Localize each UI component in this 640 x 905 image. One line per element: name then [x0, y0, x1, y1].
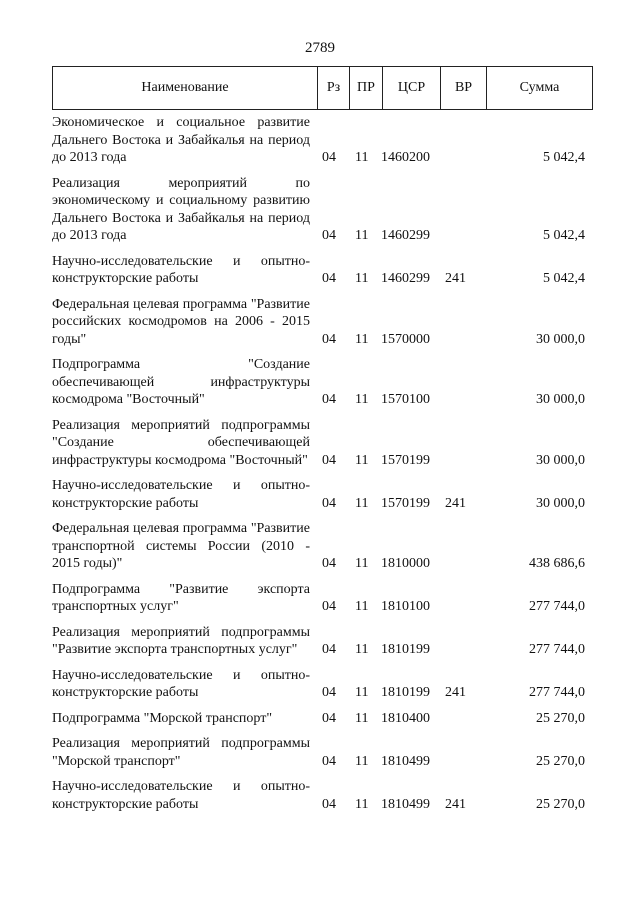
- row-rz: 04: [322, 228, 336, 243]
- row-rz: 04: [322, 753, 336, 769]
- row-csr: 1570100: [381, 392, 430, 407]
- row-pr: 11: [355, 556, 369, 571]
- row-pr: 11: [355, 642, 369, 657]
- row-name: Реализация мероприятий подпрограммы "Морской транспорт": [52, 736, 310, 769]
- row-csr: 1810199: [381, 642, 430, 657]
- row-sum: 5 042,4: [543, 228, 585, 243]
- table-row: [52, 356, 593, 409]
- table-row: [52, 710, 593, 728]
- table-row: [52, 477, 593, 512]
- row-name: Научно-исследовательские и опытно-конструкторские работы: [52, 478, 310, 511]
- row-pr: 11: [355, 495, 369, 511]
- row-rz: 04: [322, 796, 336, 812]
- row-name: Реализация мероприятий по экономическому и социальному развитию Дальнего Востока и Забайкалья на период до 2013 года: [52, 175, 310, 243]
- row-vr: 241: [445, 271, 466, 286]
- table-row: [52, 735, 593, 770]
- row-rz: 04: [322, 150, 336, 165]
- row-rz: 04: [322, 556, 336, 571]
- row-csr: 1810400: [381, 710, 430, 726]
- header-rz: Рз: [318, 67, 350, 109]
- row-pr: 11: [355, 392, 369, 407]
- row-csr: 1460299: [381, 271, 430, 286]
- table-row: [52, 296, 593, 349]
- row-name: Реализация мероприятий подпрограммы "Создание обеспечивающей инфраструктуры космодрома "Восточный": [52, 417, 310, 468]
- row-sum: 5 042,4: [543, 271, 585, 286]
- row-sum: 277 744,0: [529, 685, 585, 700]
- row-csr: 1810499: [381, 796, 430, 812]
- row-sum: 30 000,0: [536, 392, 585, 407]
- row-vr: 241: [445, 685, 466, 700]
- table-row: [52, 520, 593, 573]
- header-csr: ЦСР: [383, 67, 441, 109]
- row-name: Федеральная целевая программа "Развитие транспортной системы России (2010 - 2015 годы)": [52, 521, 310, 571]
- row-csr: 1460200: [381, 150, 430, 165]
- row-pr: 11: [355, 796, 369, 812]
- header-pr: ПР: [350, 67, 383, 109]
- row-rz: 04: [322, 599, 336, 614]
- row-sum: 25 270,0: [536, 796, 585, 812]
- table-row: [52, 417, 593, 470]
- row-name: Научно-исследовательские и опытно-конструкторские работы: [52, 667, 310, 700]
- row-pr: 11: [355, 685, 369, 700]
- table-header: [52, 66, 593, 110]
- row-pr: 11: [355, 331, 369, 347]
- row-csr: 1570199: [381, 452, 430, 468]
- table-row: [52, 253, 593, 288]
- row-pr: 11: [355, 452, 369, 468]
- page-number: 2789: [305, 40, 335, 56]
- row-vr: 241: [445, 796, 466, 812]
- header-name: Наименование: [53, 67, 318, 109]
- row-pr: 11: [355, 228, 369, 243]
- row-csr: 1810499: [381, 753, 430, 769]
- row-sum: 277 744,0: [529, 599, 585, 614]
- table-row: [52, 624, 593, 659]
- row-vr: 241: [445, 495, 466, 511]
- row-rz: 04: [322, 392, 336, 407]
- row-rz: 04: [322, 685, 336, 700]
- row-pr: 11: [355, 150, 369, 165]
- row-name: Подпрограмма "Развитие экспорта транспортных услуг": [52, 581, 310, 614]
- header-sum: Сумма: [519, 80, 560, 95]
- row-rz: 04: [322, 452, 336, 468]
- row-sum: 30 000,0: [536, 452, 585, 468]
- row-csr: 1810000: [381, 556, 430, 571]
- row-pr: 11: [355, 710, 369, 726]
- row-sum: 277 744,0: [529, 642, 585, 657]
- row-csr: 1460299: [381, 228, 430, 243]
- table-row: [52, 778, 593, 813]
- header-vr: ВР: [441, 67, 487, 109]
- row-sum: 438 686,6: [529, 556, 585, 571]
- row-name: Экономическое и социальное развитие Дальнего Востока и Забайкалья на период до 2013 года: [52, 115, 310, 165]
- row-pr: 11: [355, 271, 369, 286]
- row-sum: 30 000,0: [536, 495, 585, 511]
- row-name: Научно-исследовательские и опытно-конструкторские работы: [52, 253, 310, 286]
- row-rz: 04: [322, 710, 336, 726]
- row-sum: 25 270,0: [536, 710, 585, 726]
- row-sum: 5 042,4: [543, 150, 585, 165]
- row-name: Подпрограмма "Создание обеспечивающей инфраструктуры космодрома "Восточный": [52, 357, 310, 407]
- row-csr: 1810199: [381, 685, 430, 700]
- table-row: [52, 581, 593, 616]
- row-pr: 11: [355, 753, 369, 769]
- row-name: Научно-исследовательские и опытно-конструкторские работы: [52, 779, 310, 812]
- row-sum: 25 270,0: [536, 753, 585, 769]
- row-name: Подпрограмма "Морской транспорт": [52, 710, 273, 726]
- table-row: [52, 667, 593, 702]
- table-row: [52, 114, 593, 167]
- table-row: [52, 175, 593, 245]
- row-name: Реализация мероприятий подпрограммы "Развитие экспорта транспортных услуг": [52, 624, 310, 657]
- row-rz: 04: [322, 495, 336, 511]
- row-sum: 30 000,0: [536, 331, 585, 347]
- row-rz: 04: [322, 642, 336, 657]
- row-csr: 1570000: [381, 331, 430, 347]
- row-csr: 1570199: [381, 495, 430, 511]
- row-name: Федеральная целевая программа "Развитие российских космодромов на 2006 - 2015 годы": [52, 296, 310, 347]
- row-csr: 1810100: [381, 599, 430, 614]
- row-rz: 04: [322, 331, 336, 347]
- row-rz: 04: [322, 271, 336, 286]
- table-body: [52, 114, 593, 821]
- row-pr: 11: [355, 599, 369, 614]
